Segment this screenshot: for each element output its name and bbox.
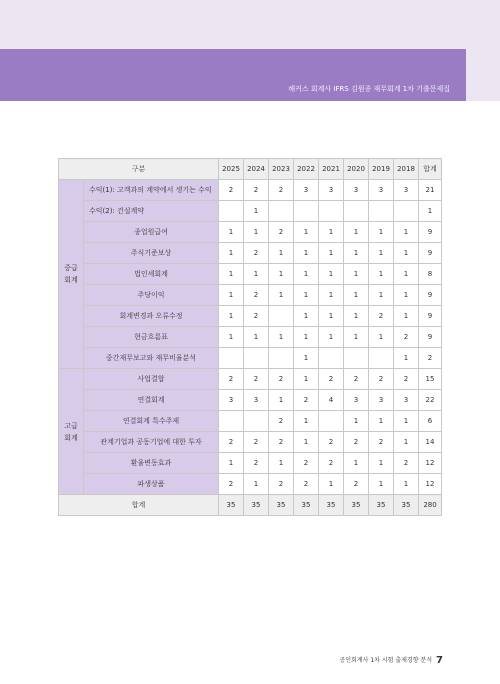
total-value-cell: 35 <box>219 495 244 516</box>
topic-cell: 법인세회계 <box>84 264 219 285</box>
value-cell: 1 <box>294 222 319 243</box>
value-cell: 1 <box>344 264 369 285</box>
total-row <box>59 495 442 516</box>
value-cell: 1 <box>369 243 394 264</box>
value-cell: 3 <box>394 180 419 201</box>
value-cell: 9 <box>419 285 442 306</box>
value-cell: 1 <box>294 243 319 264</box>
value-cell: 1 <box>369 285 394 306</box>
value-cell: 1 <box>294 369 319 390</box>
value-cell: 3 <box>369 180 394 201</box>
value-cell: 1 <box>269 285 294 306</box>
total-value-cell: 35 <box>244 495 269 516</box>
topic-cell: 관계기업과 공동기업에 대한 투자 <box>84 432 219 453</box>
value-cell: 1 <box>219 327 244 348</box>
footer-text: 공인회계사 1차 시험 출제경향 분석 <box>339 657 433 664</box>
value-cell <box>319 201 344 222</box>
value-cell: 1 <box>294 285 319 306</box>
table-row <box>59 327 442 348</box>
value-cell <box>369 201 394 222</box>
value-cell: 1 <box>319 327 344 348</box>
table-row <box>59 180 442 201</box>
topic-cell: 종업원급여 <box>84 222 219 243</box>
page-footer <box>339 655 443 666</box>
value-cell: 1 <box>269 327 294 348</box>
value-cell: 1 <box>269 264 294 285</box>
total-value-cell: 35 <box>294 495 319 516</box>
topic-cell: 사업결합 <box>84 369 219 390</box>
topic-cell: 연결회계 <box>84 390 219 411</box>
value-cell: 22 <box>419 390 442 411</box>
topic-cell: 파생상품 <box>84 474 219 495</box>
value-cell: 3 <box>244 390 269 411</box>
value-cell: 1 <box>269 243 294 264</box>
table-row <box>59 201 442 222</box>
value-cell: 2 <box>244 306 269 327</box>
value-cell: 9 <box>419 243 442 264</box>
value-cell: 2 <box>244 369 269 390</box>
value-cell: 2 <box>369 369 394 390</box>
value-cell <box>344 348 369 369</box>
column-header: 합계 <box>419 159 442 180</box>
value-cell: 2 <box>269 474 294 495</box>
value-cell: 1 <box>369 327 394 348</box>
category-cell <box>59 369 84 495</box>
value-cell: 2 <box>394 327 419 348</box>
table-row <box>59 243 442 264</box>
column-header: 2021 <box>319 159 344 180</box>
category-label: 중급 <box>64 264 78 272</box>
value-cell: 1 <box>294 432 319 453</box>
value-cell: 2 <box>319 369 344 390</box>
value-cell: 2 <box>319 432 344 453</box>
value-cell: 2 <box>369 432 394 453</box>
value-cell: 9 <box>419 327 442 348</box>
value-cell: 1 <box>369 453 394 474</box>
value-cell: 2 <box>219 180 244 201</box>
category-label: 회계 <box>64 276 78 284</box>
value-cell: 2 <box>269 222 294 243</box>
value-cell: 1 <box>394 264 419 285</box>
value-cell: 1 <box>319 222 344 243</box>
value-cell: 12 <box>419 474 442 495</box>
table-row <box>59 285 442 306</box>
value-cell: 1 <box>319 474 344 495</box>
total-value-cell: 35 <box>369 495 394 516</box>
value-cell <box>319 348 344 369</box>
value-cell <box>219 411 244 432</box>
table-row <box>59 369 442 390</box>
value-cell: 9 <box>419 306 442 327</box>
value-cell <box>219 348 244 369</box>
table-row <box>59 453 442 474</box>
value-cell: 2 <box>219 432 244 453</box>
value-cell: 1 <box>344 306 369 327</box>
value-cell: 1 <box>294 411 319 432</box>
value-cell <box>244 411 269 432</box>
value-cell: 1 <box>394 348 419 369</box>
column-header: 2024 <box>244 159 269 180</box>
value-cell: 1 <box>394 411 419 432</box>
value-cell: 2 <box>344 432 369 453</box>
exam-trend-table <box>58 158 442 516</box>
value-cell: 2 <box>369 306 394 327</box>
value-cell: 1 <box>344 411 369 432</box>
table-row <box>59 432 442 453</box>
value-cell: 2 <box>394 453 419 474</box>
value-cell: 3 <box>319 180 344 201</box>
value-cell: 1 <box>394 243 419 264</box>
value-cell: 1 <box>219 453 244 474</box>
value-cell: 1 <box>344 453 369 474</box>
value-cell: 2 <box>269 180 294 201</box>
value-cell: 8 <box>419 264 442 285</box>
value-cell: 12 <box>419 453 442 474</box>
value-cell: 1 <box>219 285 244 306</box>
value-cell: 1 <box>344 327 369 348</box>
value-cell <box>294 201 319 222</box>
value-cell: 1 <box>394 222 419 243</box>
value-cell <box>219 201 244 222</box>
value-cell: 2 <box>419 348 442 369</box>
value-cell: 1 <box>294 348 319 369</box>
category-label: 회계 <box>64 433 78 442</box>
value-cell: 2 <box>244 285 269 306</box>
header-side-block <box>466 49 500 101</box>
total-value-cell: 35 <box>394 495 419 516</box>
column-header: 2023 <box>269 159 294 180</box>
value-cell: 2 <box>269 369 294 390</box>
value-cell: 1 <box>419 201 442 222</box>
value-cell <box>394 201 419 222</box>
value-cell: 1 <box>244 264 269 285</box>
topic-cell: 수익(2): 건설계약 <box>84 201 219 222</box>
value-cell: 1 <box>294 264 319 285</box>
value-cell: 2 <box>294 390 319 411</box>
value-cell: 1 <box>369 411 394 432</box>
value-cell: 1 <box>269 453 294 474</box>
value-cell: 2 <box>244 432 269 453</box>
value-cell: 2 <box>319 453 344 474</box>
total-value-cell: 35 <box>269 495 294 516</box>
value-cell: 15 <box>419 369 442 390</box>
page-number: 7 <box>436 655 443 666</box>
value-cell: 2 <box>244 453 269 474</box>
value-cell: 1 <box>394 285 419 306</box>
total-value-cell: 35 <box>344 495 369 516</box>
value-cell <box>269 201 294 222</box>
value-cell: 2 <box>294 453 319 474</box>
value-cell <box>269 306 294 327</box>
value-cell: 1 <box>369 264 394 285</box>
column-header: 2018 <box>394 159 419 180</box>
value-cell: 1 <box>294 327 319 348</box>
value-cell: 3 <box>369 390 394 411</box>
value-cell: 1 <box>219 243 244 264</box>
column-header: 2025 <box>219 159 244 180</box>
value-cell: 1 <box>219 222 244 243</box>
value-cell: 2 <box>294 474 319 495</box>
table-row <box>59 222 442 243</box>
value-cell: 2 <box>269 411 294 432</box>
table-row <box>59 264 442 285</box>
value-cell: 2 <box>244 243 269 264</box>
value-cell: 1 <box>344 285 369 306</box>
value-cell: 1 <box>219 264 244 285</box>
value-cell: 1 <box>319 264 344 285</box>
value-cell: 4 <box>319 390 344 411</box>
value-cell: 1 <box>344 222 369 243</box>
value-cell: 21 <box>419 180 442 201</box>
value-cell <box>369 348 394 369</box>
topic-cell: 수익(1): 고객과의 계약에서 생기는 수익 <box>84 180 219 201</box>
value-cell: 1 <box>319 285 344 306</box>
value-cell: 2 <box>269 432 294 453</box>
table-row <box>59 306 442 327</box>
value-cell: 1 <box>394 432 419 453</box>
table-row <box>59 411 442 432</box>
table-row <box>59 348 442 369</box>
table-row <box>59 390 442 411</box>
category-label: 고급 <box>64 421 78 430</box>
value-cell: 1 <box>394 474 419 495</box>
topic-cell: 환율변동효과 <box>84 453 219 474</box>
value-cell <box>319 411 344 432</box>
value-cell: 1 <box>244 327 269 348</box>
value-cell: 1 <box>244 222 269 243</box>
value-cell: 1 <box>269 390 294 411</box>
value-cell: 6 <box>419 411 442 432</box>
running-header: 해커스 회계사 IFRS 김원종 재무회계 1차 기출문제집 <box>288 85 450 93</box>
value-cell: 1 <box>219 306 244 327</box>
table-row <box>59 474 442 495</box>
topic-cell: 주식기준보상 <box>84 243 219 264</box>
topic-cell: 현금흐름표 <box>84 327 219 348</box>
value-cell: 14 <box>419 432 442 453</box>
value-cell: 3 <box>294 180 319 201</box>
column-header: 2020 <box>344 159 369 180</box>
value-cell <box>344 201 369 222</box>
value-cell: 2 <box>344 474 369 495</box>
value-cell: 1 <box>394 306 419 327</box>
value-cell: 9 <box>419 222 442 243</box>
column-header: 2022 <box>294 159 319 180</box>
table-header-row <box>59 159 442 180</box>
column-header: 2019 <box>369 159 394 180</box>
value-cell: 2 <box>394 369 419 390</box>
topic-cell: 중간재무보고와 재무비율분석 <box>84 348 219 369</box>
category-cell <box>59 180 84 369</box>
value-cell: 1 <box>344 243 369 264</box>
value-cell: 1 <box>244 201 269 222</box>
value-cell: 2 <box>244 180 269 201</box>
total-label: 합계 <box>59 495 219 516</box>
topic-cell: 연결회계 특수주제 <box>84 411 219 432</box>
column-header: 구분 <box>59 159 219 180</box>
value-cell <box>269 348 294 369</box>
value-cell: 3 <box>344 390 369 411</box>
total-value-cell: 35 <box>319 495 344 516</box>
value-cell: 2 <box>344 369 369 390</box>
value-cell <box>244 348 269 369</box>
value-cell: 3 <box>344 180 369 201</box>
value-cell: 1 <box>319 243 344 264</box>
topic-cell: 주당이익 <box>84 285 219 306</box>
value-cell: 1 <box>369 222 394 243</box>
value-cell: 1 <box>369 474 394 495</box>
value-cell: 2 <box>219 369 244 390</box>
value-cell: 3 <box>219 390 244 411</box>
value-cell: 3 <box>394 390 419 411</box>
top-band <box>0 0 500 49</box>
value-cell: 1 <box>319 306 344 327</box>
total-value-cell: 280 <box>419 495 442 516</box>
header-bar <box>0 49 466 101</box>
topic-cell: 회계변경과 오류수정 <box>84 306 219 327</box>
value-cell: 2 <box>219 474 244 495</box>
value-cell: 1 <box>294 306 319 327</box>
value-cell: 1 <box>244 474 269 495</box>
